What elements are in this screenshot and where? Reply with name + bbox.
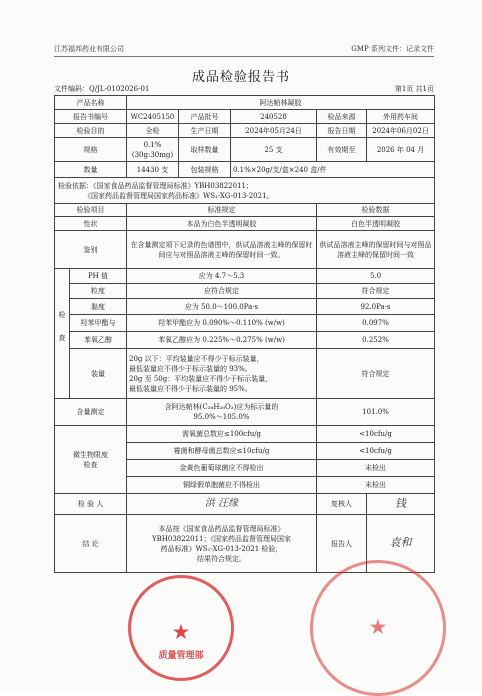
- res-particle: 符合规定: [317, 284, 435, 299]
- item-micro-l2: 检查: [83, 460, 98, 469]
- col-result: 检验数据: [317, 204, 435, 217]
- label-report-no: 报告书编号: [55, 110, 127, 124]
- item-viscosity: 黏度: [70, 299, 127, 315]
- company-seal-stamp: [310, 560, 446, 696]
- std-paraben: 羟苯甲酯应为 0.090%～0.110% (w/w): [127, 315, 317, 332]
- res-ph: 5.0: [317, 269, 435, 284]
- mfg-date: 2024年05月24日: [231, 124, 317, 138]
- conclusion-l1: 本品按《国家食品药品监督管理局标准》: [158, 524, 285, 533]
- res-paraben: 0.097%: [317, 315, 435, 332]
- conclusion-l4: 结果符合规定。: [197, 554, 246, 563]
- std-assay: [127, 399, 317, 426]
- std-micro-2: 霉菌和酵母菌总数应≤10cfu/g: [127, 443, 317, 460]
- item-identification: 鉴别: [55, 231, 127, 269]
- res-micro-4: 未检出: [317, 477, 435, 494]
- res-identification: 供试品溶液主峰的保留时间与对照品溶液主峰的保留时间一致: [317, 231, 435, 269]
- item-micro: [55, 426, 127, 494]
- conclusion-text: [127, 515, 317, 573]
- product-name: 阿达帕林凝胶: [127, 96, 435, 110]
- label-report-date: 报告日期: [317, 124, 367, 138]
- label-inspector: 检 验 人: [55, 494, 127, 515]
- inspector-signature: [127, 494, 317, 515]
- inspector-sig-text: 洪 汪缘: [204, 498, 239, 509]
- expiry: 2026 年 04 月: [367, 138, 435, 162]
- std-phenoxy: 苯氧乙醇应为 0.225%～0.275% (w/w): [127, 332, 317, 349]
- item-micro-l1: 微生物限度: [73, 450, 108, 459]
- std-assay-l2: 95.0%～105.0%: [193, 413, 250, 421]
- std-appearance: 本品为白色半透明凝胶: [127, 217, 317, 231]
- label-product-name: 产品名称: [55, 96, 127, 110]
- std-ph: 应为 4.7～5.3: [127, 269, 317, 284]
- res-phenoxy: 0.252%: [317, 332, 435, 349]
- std-micro-1: 需氧菌总数应≤100cfu/g: [127, 426, 317, 443]
- spec-line1: 0.1%: [143, 140, 162, 149]
- quality-dept-stamp: [128, 575, 234, 681]
- res-fill: 符合规定: [317, 349, 435, 399]
- company-name: 江苏福邦药业有限公司: [54, 45, 124, 53]
- label-batch: 产品批号: [179, 110, 231, 124]
- page-number: 第1页 共1页: [394, 85, 434, 93]
- res-micro-2: <10cfu/g: [317, 443, 435, 460]
- document-title: 成品检验报告书: [191, 70, 290, 85]
- res-micro-1: <10cfu/g: [317, 426, 435, 443]
- label-source: 检品来源: [317, 110, 367, 124]
- col-item: 检验项目: [55, 204, 127, 217]
- report-date: 2024年06月02日: [367, 124, 435, 138]
- stamp-star-icon: ★: [172, 622, 190, 643]
- std-identification: 在含量测定项下记录的色谱图中，供试品溶液主峰的保留时间应与对照品溶液主峰的保留时间一致。: [127, 231, 317, 269]
- label-sample: 取样数量: [179, 138, 231, 162]
- item-phenoxy: 苯氧乙醇: [70, 332, 127, 349]
- conclusion-l3: 药品标准》WS₁-XG-013-2021 检验，: [160, 544, 283, 553]
- std-micro-4: 铜绿假单胞菌应不得检出: [127, 477, 317, 494]
- label-reviewer: 复核人: [317, 494, 367, 515]
- qty: 14430 支: [127, 162, 179, 178]
- std-fill-l1: 20g 以下：平均装量应不得少于标示装量，: [129, 354, 264, 363]
- batch-no: 240528: [231, 110, 317, 124]
- report-table: [54, 95, 435, 573]
- std-fill: [127, 349, 317, 399]
- item-particle: 粒度: [70, 284, 127, 299]
- std-fill-l4: 最低装量应不得少于标示装量的 95%。: [129, 384, 252, 393]
- item-assay: 含量测定: [55, 399, 127, 426]
- stamp-dept-text: 质量管理部: [158, 651, 204, 661]
- col-standard: 标准规定: [127, 204, 317, 217]
- res-micro-3: 未检出: [317, 460, 435, 477]
- item-paraben: 羟苯甲酯与: [70, 315, 127, 332]
- check-group-label: 检查: [55, 269, 70, 399]
- reviewer-sig-text: 钱: [395, 496, 407, 510]
- purpose: 全检: [127, 124, 179, 138]
- spec: [127, 138, 179, 162]
- label-expiry: 有效期至: [317, 138, 367, 162]
- res-appearance: 白色半透明凝胶: [317, 217, 435, 231]
- std-fill-l3: 20g 至 50g：平均装量应不得少于标示装量，: [129, 374, 273, 383]
- label-reporter: 报告人: [317, 515, 367, 573]
- basis-line1: 检验依据：《国家食品药品监督管理局标准》YBH03822011；: [58, 181, 253, 190]
- res-assay: 101.0%: [317, 399, 435, 426]
- label-conclusion: 结 论: [55, 515, 127, 573]
- page-header: [54, 44, 434, 57]
- source: 外用药车间: [367, 110, 435, 124]
- reporter-signature: [367, 515, 435, 573]
- system-label: GMP 系列文件：记录文件: [351, 45, 434, 53]
- pack: 0.1%×20g/支/盒×240 盒/件: [231, 162, 435, 178]
- test-basis: [55, 178, 435, 204]
- seal-star-icon: ★: [369, 617, 387, 638]
- std-viscosity: 应为 50.0～100.0Pa·s: [127, 299, 317, 315]
- std-micro-3: 金黄色葡萄球菌应不得检出: [127, 460, 317, 477]
- item-fill: 装量: [70, 349, 127, 399]
- std-assay-l1: 含阿达帕林(C₂₈H₂₈O₃)应为标示量的: [164, 403, 279, 411]
- conclusion-l2: YBH03822011；《国家药品监督管理局国家: [152, 534, 291, 543]
- reporter-sig-text: 袁和: [389, 536, 412, 549]
- std-fill-l2: 最低装量应不得少于标示装量的 93%。: [129, 364, 252, 373]
- label-pack: 包装规格: [179, 162, 231, 178]
- label-purpose: 检验目的: [55, 124, 127, 138]
- std-particle: 应符合规定: [127, 284, 317, 299]
- report-no: WC2405150: [127, 110, 179, 124]
- document-code: 文件编码：Q/JL-0102026-01: [54, 85, 150, 93]
- label-spec: 规格: [55, 138, 127, 162]
- reviewer-signature: [367, 494, 435, 515]
- label-mfg-date: 生产日期: [179, 124, 231, 138]
- item-ph: PH 值: [70, 269, 127, 284]
- item-appearance: 性状: [55, 217, 127, 231]
- sample-qty: 25 支: [231, 138, 317, 162]
- document-meta: [54, 84, 434, 94]
- spec-line2: (30g:30mg): [131, 150, 174, 159]
- label-qty: 数量: [55, 162, 127, 178]
- basis-line2: 《国家药品监督管理局国家药品标准》WS₁-XG-013-2021。: [84, 191, 274, 200]
- res-viscosity: 92.0Pa·s: [317, 299, 435, 315]
